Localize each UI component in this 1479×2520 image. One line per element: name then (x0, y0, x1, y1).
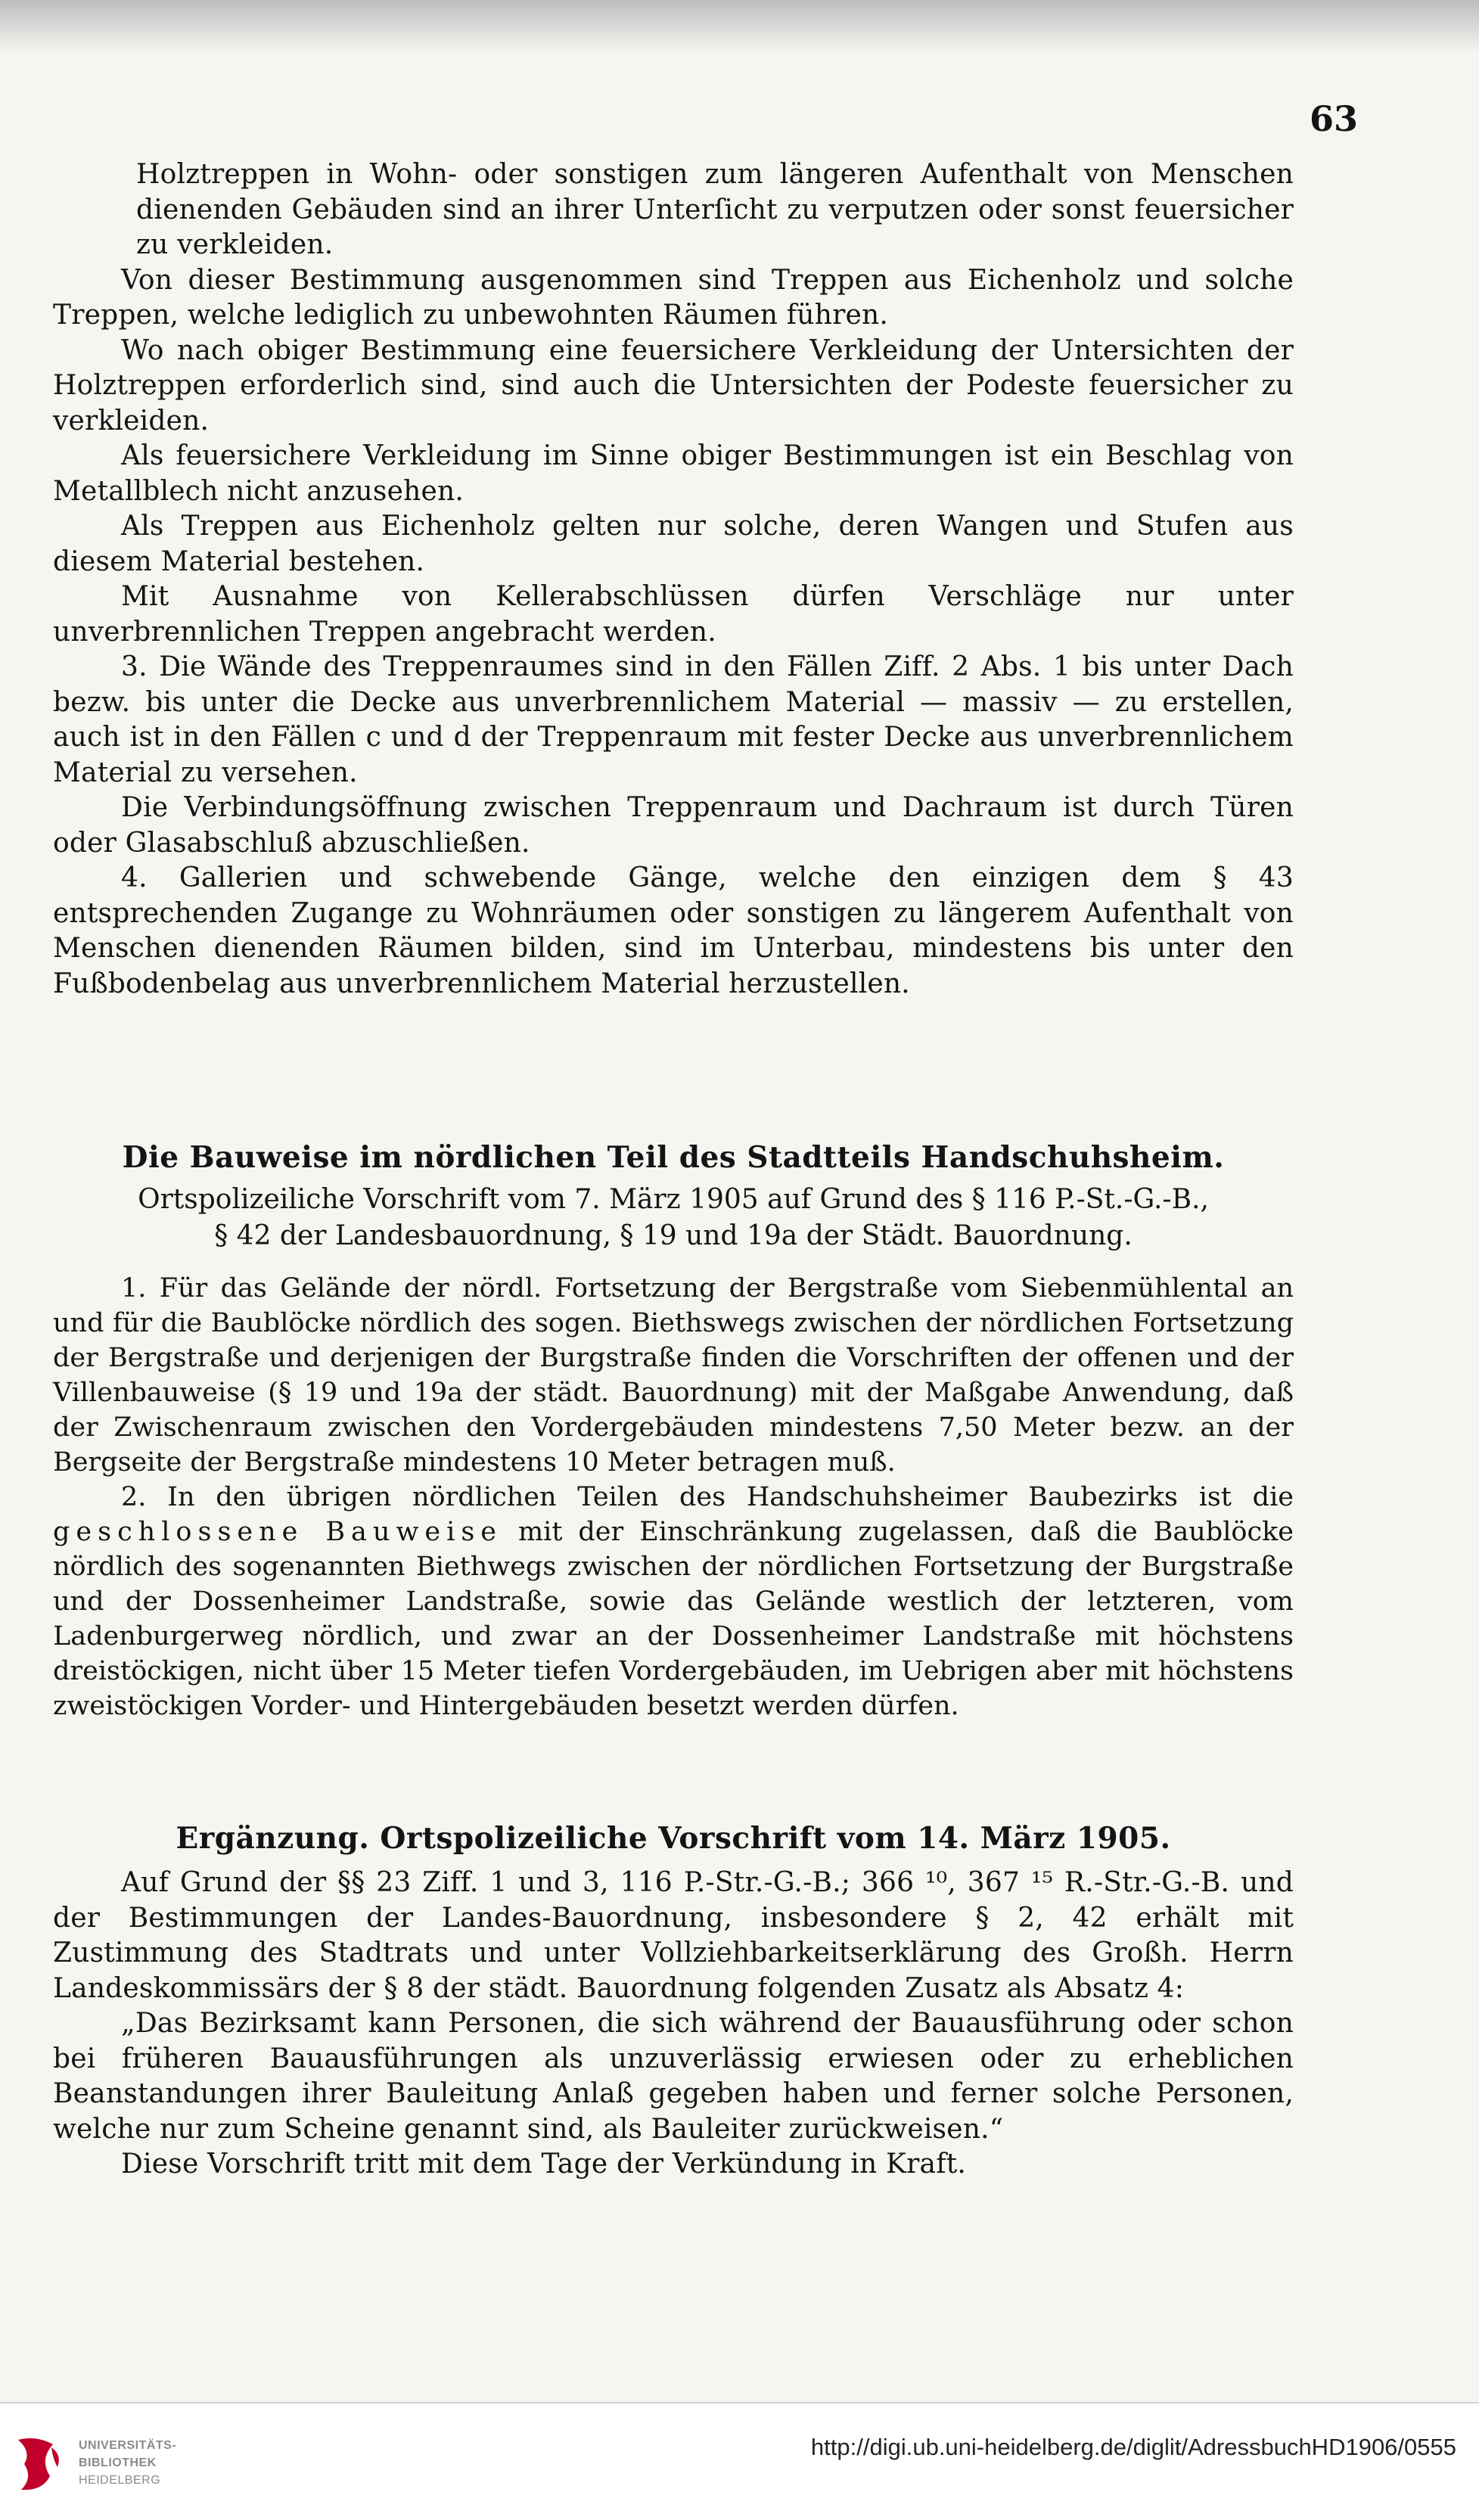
university-library-logo-text (79, 2437, 176, 2489)
paragraph: Von dieser Bestimmung ausgenommen sind Treppen aus Eichenholz und solche Treppen, welche lediglich zu unbewohnten Räumen führen. (53, 264, 1294, 331)
logo-line: BIBLIOTHEK (79, 2456, 157, 2469)
paragraph: Holztreppen in Wohn- oder sonstigen zum längeren Aufenthalt von Menschen dienenden Gebäuden sind an ihrer Unterſicht zu verputzen oder sonst feuersicher zu verkleiden. (136, 159, 1294, 260)
section-heading-bauweise: Die Bauweise im nördlichen Teil des Stadtteils Handschuhsheim. (122, 1140, 1225, 1175)
logo-line: UNIVERSITÄTS- (79, 2439, 177, 2452)
paragraph-text: mit der Einschränkung zugelassen, daß die Baublöcke nördlich des sogenannten Biethwegs zwischen der nördlichen Fortsetzung der Burgstraße und der Dossenheimer Landstraße, sowie das Gelände westlich der letzteren, vom Ladenburgerweg nördlich, und zwar an der Dossenheimer Landstraße mit höchstens dreistöckigen, nicht über 15 Meter tiefen Vordergebäuden, im Uebrigen aber mit höchstens zweistöckigen Vorder- und Hintergebäuden besetzt werden dürfen. (53, 1517, 1294, 1721)
page-number: 63 (1309, 98, 1358, 139)
logo-line: HEIDELBERG (79, 2474, 161, 2487)
paragraph-text: 2. In den übrigen nördlichen Teilen des Handschuhsheimer Baubezirks ist die (121, 1482, 1294, 1512)
scan-edge-shadow (0, 0, 1479, 53)
paragraph: Diese Vorschrift tritt mit dem Tage der Verkündung in Kraft. (121, 2149, 967, 2180)
paragraph: Auf Grund der §§ 23 Ziff. 1 und 3, 116 P.-Str.-G.-B.; 366 ¹⁰, 367 ¹⁵ R.-Str.-G.-B. und der Bestimmungen der Landes-Bauordnung, insbesondere § 2, 42 erhält mit Zustimmung des Stadtrats und unter Vollziehbarkeitserklärung des Großh. Herrn Landeskommissärs der § 8 der städt. Bauordnung folgenden Zusatz als Absatz 4: (53, 1867, 1294, 2004)
source-url-link[interactable]: http://digi.ub.uni-heidelberg.de/diglit/AdressbuchHD1906/0555 (810, 2434, 1456, 2460)
paragraph: „Das Bezirksamt kann Personen, die sich während der Bauausführung oder schon bei früheren Bauausführungen als unzuverlässig erwiesen oder zu erheblichen Beanstandungen ihrer Bauleitung Anlaß gegeben haben und ferner solche Personen, welche nur zum Scheine genannt sind, als Bauleiter zurückweisen.“ (53, 2008, 1294, 2145)
section-subheading-line1: Ortspolizeiliche Vorschrift vom 7. März 1905 auf Grund des § 116 P.-St.-G.-B., (138, 1184, 1209, 1215)
paragraph: Wo nach obiger Bestimmung eine feuersichere Verkleidung der Untersichten der Holztreppen erforderlich sind, sind auch die Untersichten der Podeste feuersicher zu verkleiden. (53, 334, 1294, 437)
paragraph (53, 1480, 1294, 1723)
university-library-logo-icon (14, 2434, 65, 2494)
section-ergaenzung-body (53, 1866, 1294, 2183)
paragraph: 3. Die Wände des Treppenraumes sind in den Fällen Ziff. 2 Abs. 1 bis unter Dach bezw. bis unter die Decke aus unverbrennlichem Material — massiv — zu erstellen, auch ist in den Fällen c und d der Treppenraum mit fester Decke aus unverbrennlichem Material zu versehen. (53, 651, 1294, 788)
footer-bar (0, 2403, 1479, 2520)
section-staircase-rules (53, 157, 1294, 1002)
paragraph: Als Treppen aus Eichenholz gelten nur solche, deren Wangen und Stufen aus diesem Material bestehen. (53, 511, 1294, 577)
paragraph: Die Verbindungsöffnung zwischen Treppenraum und Dachraum ist durch Türen oder Glasabschluß abzuschließen. (53, 792, 1294, 859)
paragraph: Als feuersichere Verkleidung im Sinne obiger Bestimmungen ist ein Beschlag von Metallblech nicht anzusehen. (53, 440, 1294, 507)
section-heading-ergaenzung: Ergänzung. Ortspolizeiliche Vorschrift vom 14. März 1905. (176, 1821, 1171, 1856)
emphasized-text: geschlossene Bauweise (53, 1517, 503, 1547)
paragraph: 4. Gallerien und schwebende Gänge, welche den einzigen dem § 43 entsprechenden Zugange zu Wohnräumen oder sonstigen zu längerem Aufenthalt von Menschen dienenden Räumen bilden, sind im Unterbau, mindestens bis unter den Fußbodenbelag aus unverbrennlichem Material herzustellen. (53, 862, 1294, 999)
paragraph: 1. Für das Gelände der nördl. Fortsetzung der Bergstraße vom Siebenmühlental an und für die Baublöcke nördlich des sogen. Biethswegs zwischen der nördlichen Fortsetzung der Bergstraße und derjenigen der Burgstraße finden die Vorschriften der offenen und der Villenbauweise (§ 19 und 19a der städt. Bauordnung) mit der Maßgabe Anwendung, daß der Zwischenraum zwischen den Vordergebäuden mindestens 7,50 Meter bezw. an der Bergseite der Bergstraße mindestens 10 Meter betragen muß. (53, 1273, 1294, 1478)
section-subheading-line2: § 42 der Landesbauordnung, § 19 und 19a der Städt. Bauordnung. (214, 1220, 1133, 1251)
paragraph: Mit Ausnahme von Kellerabschlüssen dürfen Verschläge nur unter unverbrennlichen Treppen angebracht werden. (53, 581, 1294, 648)
section-bauweise-body (53, 1271, 1294, 1723)
